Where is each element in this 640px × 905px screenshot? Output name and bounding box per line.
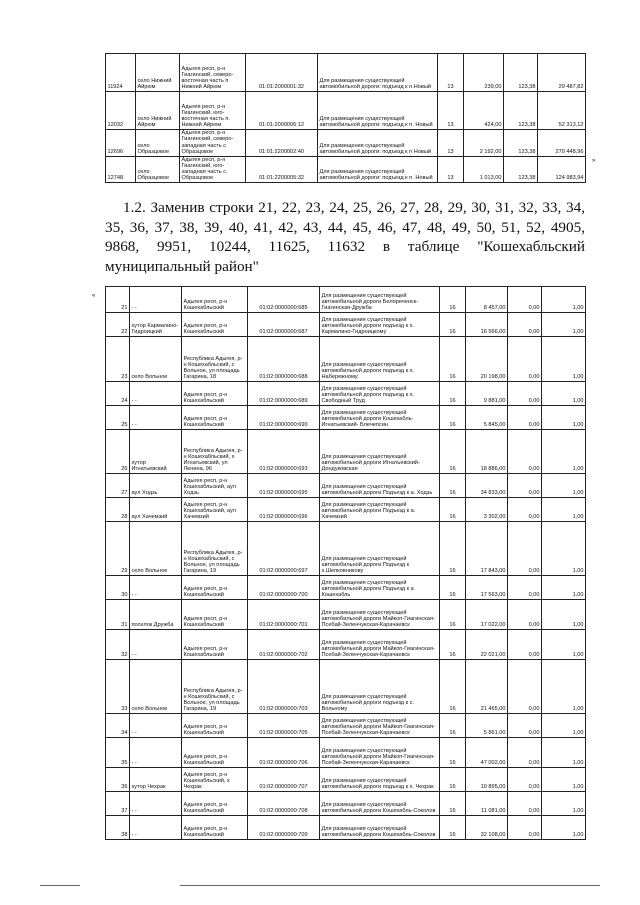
table-row (106, 382, 586, 406)
rate-cell: 0,00 (508, 406, 542, 430)
area-cell: 9 881,00 (466, 382, 508, 406)
code-cell: 16 (440, 816, 466, 840)
code-cell: 16 (440, 382, 466, 406)
cadastre-cell: 01:02:0000000:703 (248, 660, 320, 714)
purpose-cell: Для размещения существующей автомобильной дороги Майкоп-Гиагинская-Псебай-Зеленчукская-Карачаевск (320, 738, 440, 768)
place-cell: село Нижний Айрюм (136, 54, 180, 92)
rate-cell: 0,00 (508, 660, 542, 714)
cadastre-cell: 01:02:0000000:697 (248, 522, 320, 576)
address-cell: Адыгея респ, р-н Гиагинский, юго-восточная часть п. Нижний Айрюм (180, 92, 246, 130)
address-cell: Адыгея респ, р-н Кошехабльский (182, 576, 248, 600)
coefficient-cell: 1,00 (542, 313, 586, 337)
coefficient-cell: 1,00 (542, 768, 586, 792)
cadastre-cell: 01:02:0000000:702 (248, 630, 320, 660)
sum-cell: 270 448,96 (538, 130, 586, 157)
code-cell: 16 (440, 576, 466, 600)
purpose-cell: Для размещения существующей автомобильной дороги Майкоп-Гиагинская-Псебай-Зеленчукская-Карачаевск (320, 714, 440, 738)
kosheh-district-table (105, 286, 586, 840)
purpose-cell: Для размещения существующей автомобильной дороги подъезд к х. Кармалино-Гидроицкому (320, 313, 440, 337)
place-cell: - - (130, 714, 182, 738)
rate-cell: 0,00 (508, 630, 542, 660)
rate-cell: 123,38 (504, 156, 538, 183)
table-row (106, 792, 586, 816)
rate-cell: 0,00 (508, 430, 542, 474)
cadastre-cell: 01:02:0000000:706 (248, 738, 320, 768)
table-row (106, 522, 586, 576)
row-id-cell: 22 (106, 313, 130, 337)
amendment-text: 1.2. Заменив строки 21, 22, 23, 24, 25, 26, 27, 28, 29, 30, 31, 32, 33, 34, 35, 36, 37, 38, 39, 40, 41, 42, 43, 44, 45, 46, 47, 48, 49, 50, 51, 52, 4905, 9868, 9951, 10244, 11625, 11632 в таблице "Кошехабльский муниципальный район" (105, 199, 585, 275)
row-id-cell: 24 (106, 382, 130, 406)
purpose-cell: Для размещения существующей автомобильной дороги: подъезд к п. Новый (318, 92, 438, 130)
code-cell: 16 (440, 498, 466, 522)
address-cell: Адыгея респ, р-н Гиагинский, северо-западная часть с Образцовое (180, 130, 246, 157)
row-id-cell: 21 (106, 287, 130, 313)
cadastre-cell: 01:02:0000000:696 (248, 498, 320, 522)
area-cell: 1 013,00 (464, 156, 504, 183)
table-row (106, 474, 586, 498)
purpose-cell: Для размещения существующей автомобильной дороги Майкоп-Гиагинская-Псебай-Зеленчукская-Карачаевск (320, 630, 440, 660)
place-cell: село Образцовое (136, 156, 180, 183)
coefficient-cell: 1,00 (542, 406, 586, 430)
rate-cell: 0,00 (508, 768, 542, 792)
table-row (106, 313, 586, 337)
coefficient-cell: 1,00 (542, 498, 586, 522)
purpose-cell: Для размещения существующей автомобильной дороги Игнатьевский-Дондуковская (320, 430, 440, 474)
table-row (106, 660, 586, 714)
address-cell: Адыгея респ, р-н Кошехабльский, аул Ходзь (182, 474, 248, 498)
area-cell: 5 861,00 (466, 714, 508, 738)
table-row (106, 54, 586, 92)
quote-open-mark: « (92, 293, 96, 299)
quote-close-mark: » (592, 158, 596, 164)
cadastre-cell: 01:02:0000000:690 (248, 406, 320, 430)
coefficient-cell: 1,00 (542, 576, 586, 600)
place-cell: - - (130, 287, 182, 313)
rate-cell: 0,00 (508, 714, 542, 738)
place-cell: - - (130, 382, 182, 406)
table-row (106, 600, 586, 630)
amendment-paragraph (105, 198, 585, 276)
footer-rule-left (40, 885, 80, 886)
row-id-cell: 36 (106, 768, 130, 792)
cadastre-cell: 01:01:2200002:40 (246, 130, 318, 157)
address-cell: Адыгея респ, р-н Кошехабльский (182, 738, 248, 768)
previous-table-fragment (105, 53, 586, 183)
place-cell: поселок Дружба (130, 600, 182, 630)
rate-cell: 0,00 (508, 600, 542, 630)
code-cell: 13 (438, 156, 464, 183)
address-cell: Адыгея респ, р-н Кошехабльский, х Чехрак (182, 768, 248, 792)
sum-cell: 52 313,12 (538, 92, 586, 130)
place-cell: село Вольное (130, 337, 182, 382)
coefficient-cell: 1,00 (542, 738, 586, 768)
area-cell: 5 845,00 (466, 406, 508, 430)
row-id-cell: 34 (106, 714, 130, 738)
cadastre-cell: 01:02:0000000:709 (248, 816, 320, 840)
purpose-cell: Для размещения существующей автомобильной дороги Подъезд к а. Ходзь (320, 474, 440, 498)
cadastre-cell: 01:02:0000000:693 (248, 430, 320, 474)
code-cell: 16 (440, 287, 466, 313)
code-cell: 13 (438, 92, 464, 130)
row-id-cell: 37 (106, 792, 130, 816)
row-id-cell: 28 (106, 498, 130, 522)
table-row (106, 156, 586, 183)
area-cell: 3 302,00 (466, 498, 508, 522)
purpose-cell: Для размещения существующей автомобильной дороги: подъезд к п.Новый (318, 54, 438, 92)
address-cell: Адыгея респ, р-н Кошехабльский (182, 287, 248, 313)
row-id-cell: 23 (106, 337, 130, 382)
address-cell: Адыгея респ, р-н Кошехабльский (182, 630, 248, 660)
address-cell: Республика Адыгея, р-н Кошехабльский, с Вольное, ул площадь Гагарина, 19 (182, 522, 248, 576)
area-cell: 21 465,00 (466, 660, 508, 714)
rate-cell: 0,00 (508, 498, 542, 522)
purpose-cell: Для размещения существующей автомобильной дороги: подъезд к п. Новый (318, 156, 438, 183)
code-cell: 16 (440, 337, 466, 382)
address-cell: Адыгея респ, р-н Кошехабльский, аул Хачемзий (182, 498, 248, 522)
area-cell: 17 022,00 (466, 600, 508, 630)
place-cell: хутор Чехрак (130, 768, 182, 792)
cadastre-cell: 01:02:0000000:707 (248, 768, 320, 792)
rate-cell: 123,38 (504, 130, 538, 157)
purpose-cell: Для размещения существующей автомобильной дороги Кошехабль-Игнатьевский- Блечепсин (320, 406, 440, 430)
code-cell: 16 (440, 406, 466, 430)
address-cell: Адыгея респ, р-н Кошехабльский (182, 600, 248, 630)
row-id-cell: 38 (106, 816, 130, 840)
row-id-cell: 25 (106, 406, 130, 430)
row-id-cell: 31 (106, 600, 130, 630)
place-cell: - - (130, 576, 182, 600)
code-cell: 16 (440, 738, 466, 768)
cadastre-cell: 01:01:2000001:32 (246, 54, 318, 92)
address-cell: Адыгея респ, р-н Кошехабльский (182, 406, 248, 430)
code-cell: 16 (440, 313, 466, 337)
rate-cell: 0,00 (508, 792, 542, 816)
coefficient-cell: 1,00 (542, 382, 586, 406)
table-row (106, 498, 586, 522)
area-cell: 22 021,00 (466, 630, 508, 660)
code-cell: 16 (440, 430, 466, 474)
coefficient-cell: 1,00 (542, 287, 586, 313)
row-id-cell: 12748 (106, 156, 136, 183)
table-row (106, 337, 586, 382)
footer-rule (180, 885, 600, 886)
rate-cell: 0,00 (508, 313, 542, 337)
purpose-cell: Для размещения существующей автомобильной дороги подъезд к с. Вольному (320, 660, 440, 714)
address-cell: Адыгея респ, р-н Кошехабльский (182, 382, 248, 406)
address-cell: Адыгея респ, р-н Кошехабльский (182, 714, 248, 738)
row-id-cell: 29 (106, 522, 130, 576)
coefficient-cell: 1,00 (542, 522, 586, 576)
row-id-cell: 11924 (106, 54, 136, 92)
place-cell: село Образцовое (136, 130, 180, 157)
code-cell: 13 (438, 130, 464, 157)
address-cell: Республика Адыгея, р-н Кошехабльский, с Вольное, ул площадь Гагарина, 19 (182, 660, 248, 714)
place-cell: хутор Кармалино-Гидроицкий (130, 313, 182, 337)
table-row (106, 630, 586, 660)
address-cell: Адыгея респ, р-н Гиагинский, северо-восточная часть п Нижний Айрюм (180, 54, 246, 92)
place-cell: аул Ходзь (130, 474, 182, 498)
area-cell: 17 563,00 (466, 576, 508, 600)
table-row (106, 130, 586, 157)
area-cell: 424,00 (464, 92, 504, 130)
sum-cell: 29 487,82 (538, 54, 586, 92)
table-row (106, 430, 586, 474)
place-cell: - - (130, 738, 182, 768)
address-cell: Адыгея респ, р-н Кошехабльский (182, 792, 248, 816)
row-id-cell: 33 (106, 660, 130, 714)
purpose-cell: Для размещения существующей автомобильной дороги Кошехабль-Соколов (320, 816, 440, 840)
rate-cell: 0,00 (508, 576, 542, 600)
place-cell: - - (130, 406, 182, 430)
area-cell: 2 192,00 (464, 130, 504, 157)
address-cell: Адыгея респ, р-н Гиагинский, юго-западная часть с. Образцовое (180, 156, 246, 183)
rate-cell: 0,00 (508, 382, 542, 406)
place-cell: село Вольное (130, 660, 182, 714)
table-row (106, 738, 586, 768)
address-cell: Адыгея респ, р-н Кошехабльский (182, 816, 248, 840)
purpose-cell: Для размещения существующей автомобильной дороги подъезд к х. Свободный Труд (320, 382, 440, 406)
coefficient-cell: 1,00 (542, 630, 586, 660)
code-cell: 16 (440, 630, 466, 660)
coefficient-cell: 1,00 (542, 792, 586, 816)
code-cell: 16 (440, 600, 466, 630)
cadastre-cell: 01:02:0000000:700 (248, 576, 320, 600)
cadastre-cell: 01:01:2000006:12 (246, 92, 318, 130)
table-row (106, 576, 586, 600)
purpose-cell: Для размещения существующей автомобильной дороги Подъезд к а. Хачемзий (320, 498, 440, 522)
purpose-cell: Для размещения существующей автомобильной дороги Подъезд к х.Шелковникову (320, 522, 440, 576)
table-row (106, 768, 586, 792)
coefficient-cell: 1,00 (542, 430, 586, 474)
area-cell: 47 002,00 (466, 738, 508, 768)
place-cell: хутор Игнатьевский (130, 430, 182, 474)
area-cell: 16 566,00 (466, 313, 508, 337)
purpose-cell: Для размещения существующей автомобильной дороги: подъезд к п Новый (318, 130, 438, 157)
place-cell: село Нижний Айрюм (136, 92, 180, 130)
code-cell: 16 (440, 792, 466, 816)
row-id-cell: 35 (106, 738, 130, 768)
code-cell: 16 (440, 768, 466, 792)
rate-cell: 0,00 (508, 474, 542, 498)
rate-cell: 123,38 (504, 54, 538, 92)
code-cell: 16 (440, 474, 466, 498)
area-cell: 20 198,00 (466, 337, 508, 382)
rate-cell: 123,38 (504, 92, 538, 130)
purpose-cell: Для размещения существующей автомобильной дороги Белореченск-Гиагинская-Дружба (320, 287, 440, 313)
cadastre-cell: 01:02:0000000:695 (248, 474, 320, 498)
area-cell: 11 081,00 (466, 792, 508, 816)
purpose-cell: Для размещения существующей автомобильной дороги подъезд к х. Чехрак (320, 768, 440, 792)
table-row (106, 287, 586, 313)
place-cell: село Вольное (130, 522, 182, 576)
coefficient-cell: 1,00 (542, 474, 586, 498)
area-cell: 34 833,00 (466, 474, 508, 498)
row-id-cell: 12696 (106, 130, 136, 157)
row-id-cell: 26 (106, 430, 130, 474)
coefficient-cell: 1,00 (542, 660, 586, 714)
address-cell: Адыгея респ, р-н Кошехабльский (182, 313, 248, 337)
sum-cell: 124 983,94 (538, 156, 586, 183)
row-id-cell: 30 (106, 576, 130, 600)
address-cell: Республика Адыгея, р-н Кошехабльский, с Вольное, ул площадь Гагарина, 18 (182, 337, 248, 382)
cadastre-cell: 01:02:0000000:688 (248, 337, 320, 382)
rate-cell: 0,00 (508, 287, 542, 313)
area-cell: 17 843,00 (466, 522, 508, 576)
rate-cell: 0,00 (508, 816, 542, 840)
rate-cell: 0,00 (508, 738, 542, 768)
area-cell: 32 108,00 (466, 816, 508, 840)
area-cell: 239,00 (464, 54, 504, 92)
rate-cell: 0,00 (508, 522, 542, 576)
cadastre-cell: 01:02:0000000:687 (248, 313, 320, 337)
cadastre-cell: 01:02:0000000:685 (248, 287, 320, 313)
row-id-cell: 32 (106, 630, 130, 660)
address-cell: Республика Адыгея, р-н Кошехабльский, х Игнатьевский, ул Ленина, 96 (182, 430, 248, 474)
purpose-cell: Для размещения существующей автомобильной дороги Майкоп-Гиагинская-Псебай-Зеленчукская-Карачаевск (320, 600, 440, 630)
code-cell: 16 (440, 660, 466, 714)
cadastre-cell: 01:02:0000000:701 (248, 600, 320, 630)
purpose-cell: Для размещения существующей автомобильной дороги Кошехабль-Соколов (320, 792, 440, 816)
place-cell: - - (130, 630, 182, 660)
area-cell: 18 886,00 (466, 430, 508, 474)
row-id-cell: 12032 (106, 92, 136, 130)
place-cell: - - (130, 792, 182, 816)
table-row (106, 714, 586, 738)
cadastre-cell: 01:02:0000000:705 (248, 714, 320, 738)
cadastre-cell: 01:01:2200005:32 (246, 156, 318, 183)
code-cell: 16 (440, 522, 466, 576)
place-cell: - - (130, 816, 182, 840)
coefficient-cell: 1,00 (542, 714, 586, 738)
table-row (106, 816, 586, 840)
area-cell: 10 895,00 (466, 768, 508, 792)
coefficient-cell: 1,00 (542, 816, 586, 840)
coefficient-cell: 1,00 (542, 600, 586, 630)
place-cell: аул Хачемзий (130, 498, 182, 522)
coefficient-cell: 1,00 (542, 337, 586, 382)
cadastre-cell: 01:02:0000000:708 (248, 792, 320, 816)
purpose-cell: Для размещения существующей автомобильной дороги подъезд к х. Набережному (320, 337, 440, 382)
code-cell: 13 (438, 54, 464, 92)
area-cell: 8 457,00 (466, 287, 508, 313)
table-row (106, 92, 586, 130)
row-id-cell: 27 (106, 474, 130, 498)
code-cell: 16 (440, 714, 466, 738)
rate-cell: 0,00 (508, 337, 542, 382)
cadastre-cell: 01:02:0000000:689 (248, 382, 320, 406)
table-row (106, 406, 586, 430)
purpose-cell: Для размещения существующей автомобильной дороги Подъезд к а Кошехабль (320, 576, 440, 600)
